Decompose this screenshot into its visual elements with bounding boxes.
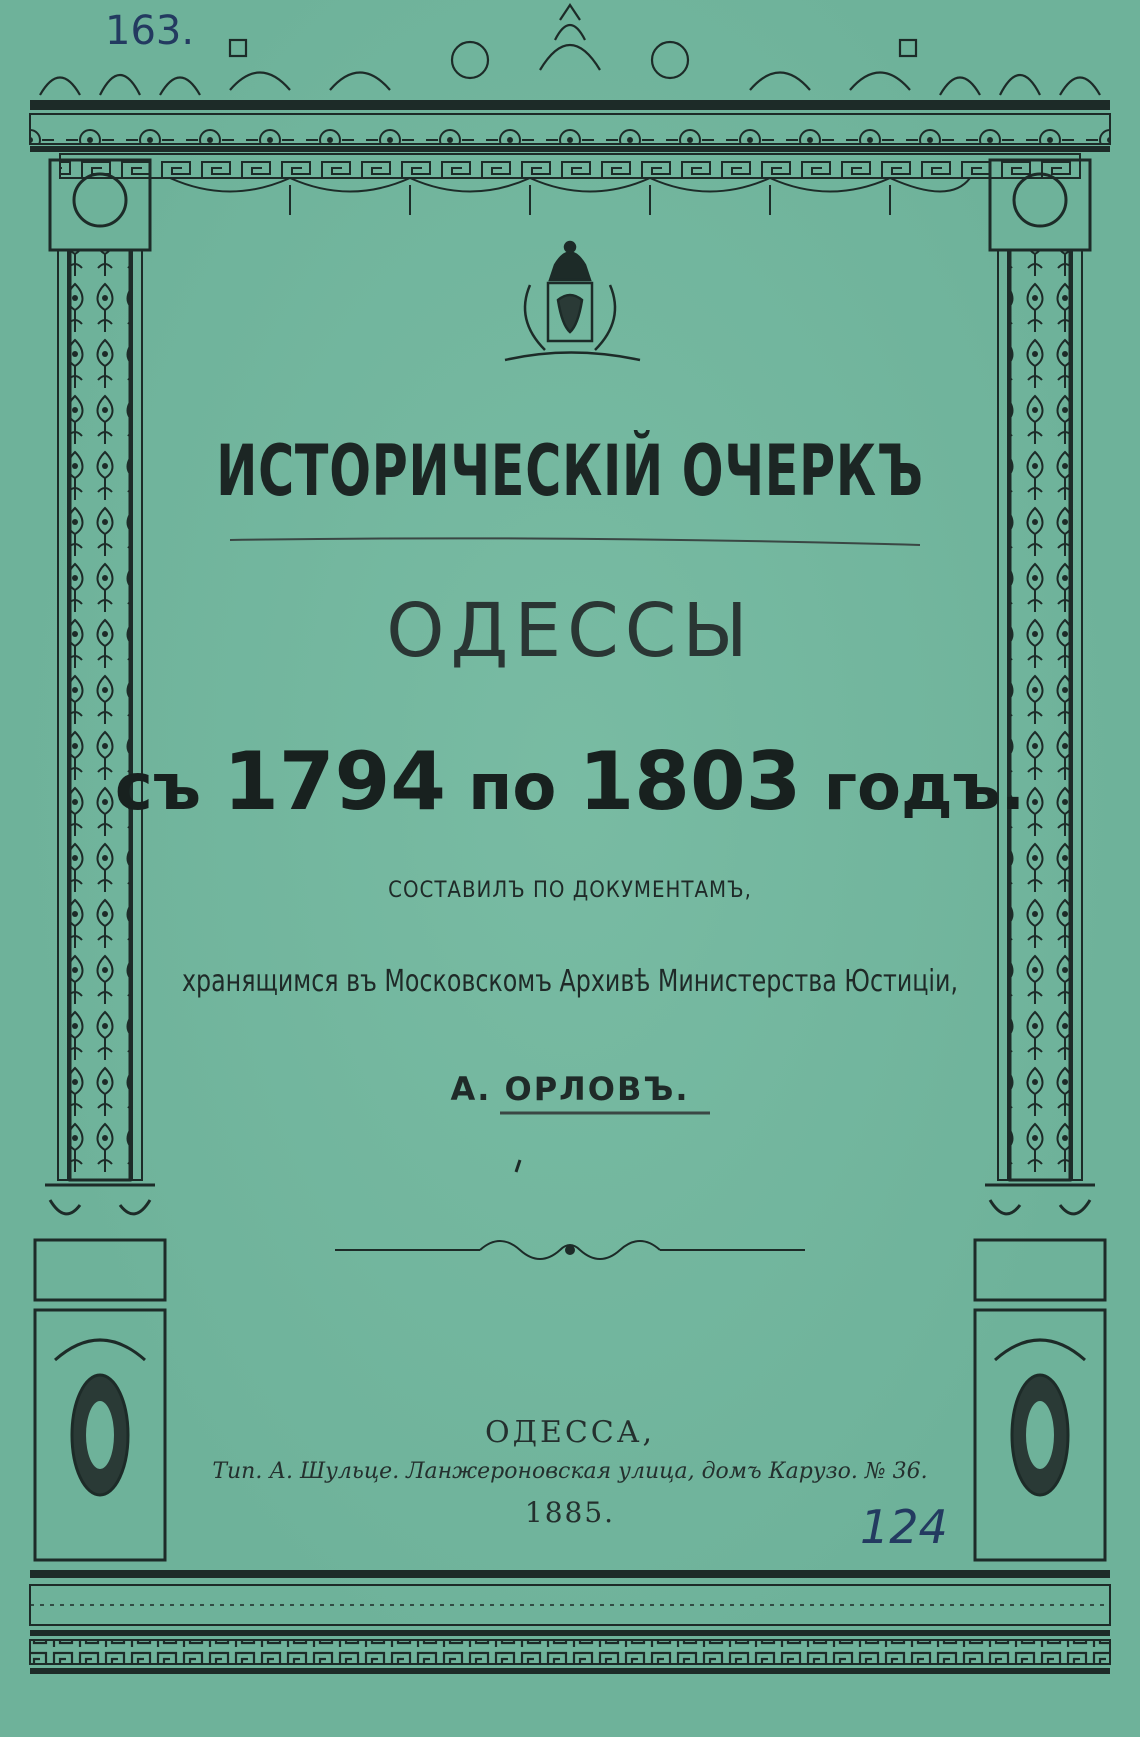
garland-row bbox=[170, 178, 970, 215]
printer-line: Тип. А. Шульце. Ланжероновская улица, домъ Карузо. № 36. bbox=[212, 1459, 928, 1484]
left-column bbox=[35, 160, 165, 1560]
right-column bbox=[975, 160, 1105, 1560]
title-years bbox=[0, 735, 1140, 828]
stray-mark bbox=[516, 1160, 520, 1172]
base-plinth bbox=[30, 1570, 1110, 1674]
imprint-year: 1885. bbox=[524, 1496, 616, 1529]
imprint-city: ОДЕССА, bbox=[484, 1415, 656, 1450]
author-name: А. ОРЛОВЪ. bbox=[450, 1070, 690, 1108]
ornamental-divider-icon bbox=[335, 1241, 805, 1259]
years-mid: по bbox=[468, 751, 557, 825]
top-crest bbox=[40, 5, 1100, 95]
archive-line: хранящимся въ Московскомъ Архивѣ Министерства Юстиціи, bbox=[181, 964, 959, 999]
handwritten-catalog-mark: 163. bbox=[105, 8, 195, 54]
title-main: ИСТОРИЧЕСКІЙ ОЧЕРКЪ bbox=[216, 430, 924, 512]
year-end: 1803 bbox=[578, 735, 802, 828]
pencil-underline bbox=[230, 538, 920, 545]
years-post: годъ. bbox=[823, 751, 1026, 825]
handwritten-shelf-number: 124 bbox=[860, 1500, 948, 1554]
crown-eagle-coat-of-arms-icon bbox=[505, 242, 640, 360]
title-city: ОДЕССЫ bbox=[386, 588, 754, 674]
compiled-line: СОСТАВИЛЪ ПО ДОКУМЕНТАМЪ, bbox=[388, 878, 752, 903]
year-start: 1794 bbox=[223, 735, 446, 828]
meander-border bbox=[30, 1640, 1110, 1664]
years-pre: съ bbox=[114, 751, 201, 825]
